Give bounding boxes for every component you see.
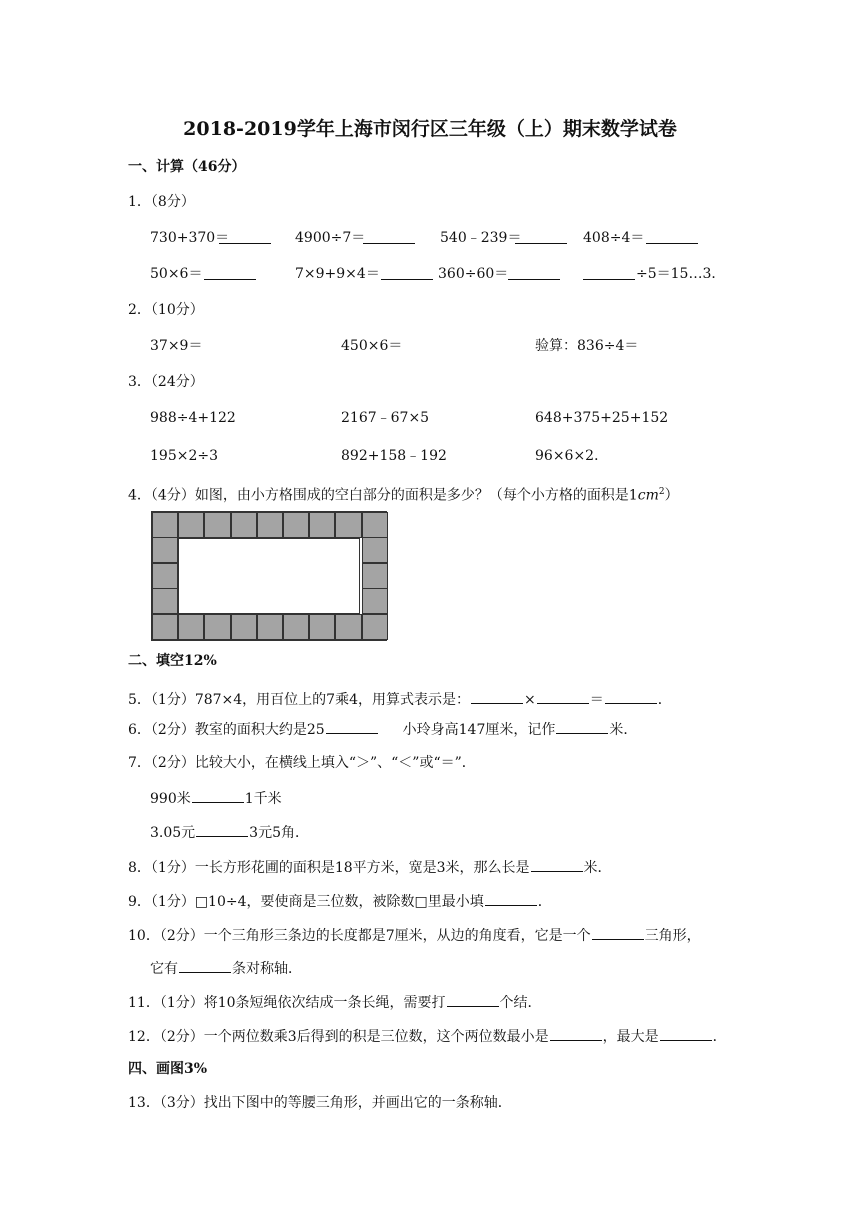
answer-blank xyxy=(204,279,256,280)
q1-item: 408÷4＝ xyxy=(583,230,645,246)
grid-square xyxy=(362,563,388,589)
grid-square xyxy=(152,588,178,614)
grid-square xyxy=(204,512,230,538)
q1-item: 360÷60＝ xyxy=(438,266,509,282)
grid-square xyxy=(152,614,178,640)
blank-area xyxy=(178,538,360,614)
grid-figure xyxy=(151,511,387,641)
q3-item: 96×6×2． xyxy=(535,448,609,464)
answer-blank xyxy=(646,243,698,244)
q8: 8．（1分）一长方形花圃的面积是18平方米，宽是3米，那么长是 米． xyxy=(128,857,612,877)
grid-square xyxy=(362,614,388,640)
grid-square xyxy=(362,537,388,563)
q3-item: 2167﹣67×5 xyxy=(341,410,430,426)
grid-square xyxy=(231,614,257,640)
answer-blank xyxy=(219,243,271,244)
grid-square xyxy=(362,512,388,538)
grid-square xyxy=(152,563,178,589)
page-title: 2018-2019学年上海市闵行区三年级（上）期末数学试卷 xyxy=(183,118,677,140)
grid-square xyxy=(257,512,283,538)
grid-square xyxy=(204,614,230,640)
q3-label: 3．（24分） xyxy=(128,374,204,390)
section-fill: 二、填空12% xyxy=(128,653,217,669)
grid-square xyxy=(283,614,309,640)
q2-item: 450×6＝ xyxy=(341,338,403,354)
q1-item: 7×9+9×4＝ xyxy=(295,266,380,282)
answer-blank xyxy=(508,279,560,280)
q3-item: 892+158﹣192 xyxy=(341,448,447,464)
grid-square xyxy=(231,512,257,538)
q13: 13．（3分）找出下图中的等腰三角形，并画出它的一条称轴． xyxy=(128,1095,512,1111)
q10: 10．（2分）一个三角形三条边的长度都是7厘米，从边的角度看，它是一个 三角形， xyxy=(128,925,701,945)
q11: 11．（1分）将10条短绳依次结成一条长绳，需要打 个结． xyxy=(128,992,542,1012)
q7-line1: 990米 1千米 xyxy=(150,788,282,808)
grid-square xyxy=(178,512,204,538)
q2-label: 2．（10分） xyxy=(128,302,204,318)
q1-item: ÷5＝15…3． xyxy=(636,266,726,282)
q4-text: 4．（4分）如图，由小方格围成的空白部分的面积是多少？（每个小方格的面积是$1cm^2$） xyxy=(128,487,679,504)
grid-square xyxy=(335,512,361,538)
grid-square xyxy=(362,588,388,614)
answer-blank xyxy=(583,279,635,280)
grid-square xyxy=(152,537,178,563)
q3-item: 988÷4+122 xyxy=(150,410,236,426)
q6: 6．（2分）教室的面积大约是25 小玲身高147厘米，记作 米． xyxy=(128,719,637,739)
q1-label: 1．（8分） xyxy=(128,194,195,210)
q7-text: 7．（2分）比较大小，在横线上填入“＞”、“＜”或“＝”． xyxy=(128,755,476,771)
answer-blank xyxy=(381,279,433,280)
section-draw: 四、画图3% xyxy=(128,1061,208,1077)
section-calc: 一、计算（46分） xyxy=(128,159,246,175)
q5: 5．（1分）787×4，用百位上的7乘4，用算式表示是： × ＝ ． xyxy=(128,689,672,709)
grid-square xyxy=(152,512,178,538)
q1-item: 730+370＝ xyxy=(150,230,230,246)
answer-blank xyxy=(363,243,415,244)
grid-square xyxy=(309,614,335,640)
answer-blank xyxy=(515,243,567,244)
q10-cont: 它有 条对称轴． xyxy=(150,958,302,978)
grid-square xyxy=(283,512,309,538)
grid-square xyxy=(257,614,283,640)
q1-item: 4900÷7＝ xyxy=(295,230,366,246)
q9: 9．（1分）□10÷4，要使商是三位数，被除数□里最小填 ． xyxy=(128,891,552,911)
grid-square xyxy=(178,614,204,640)
q3-item: 648+375+25+152 xyxy=(535,410,669,426)
grid-square xyxy=(309,512,335,538)
q1-item: 50×6＝ xyxy=(150,266,203,282)
q7-line2: 3.05元 3元5角． xyxy=(150,822,309,842)
q1-item: 540﹣239＝ xyxy=(440,230,522,246)
q12: 12．（2分）一个两位数乘3后得到的积是三位数，这个两位数最小是 ，最大是 ． xyxy=(128,1026,727,1046)
q2-item: 验算：836÷4＝ xyxy=(535,338,639,354)
q3-item: 195×2÷3 xyxy=(150,448,218,464)
q2-item: 37×9＝ xyxy=(150,338,203,354)
grid-square xyxy=(335,614,361,640)
